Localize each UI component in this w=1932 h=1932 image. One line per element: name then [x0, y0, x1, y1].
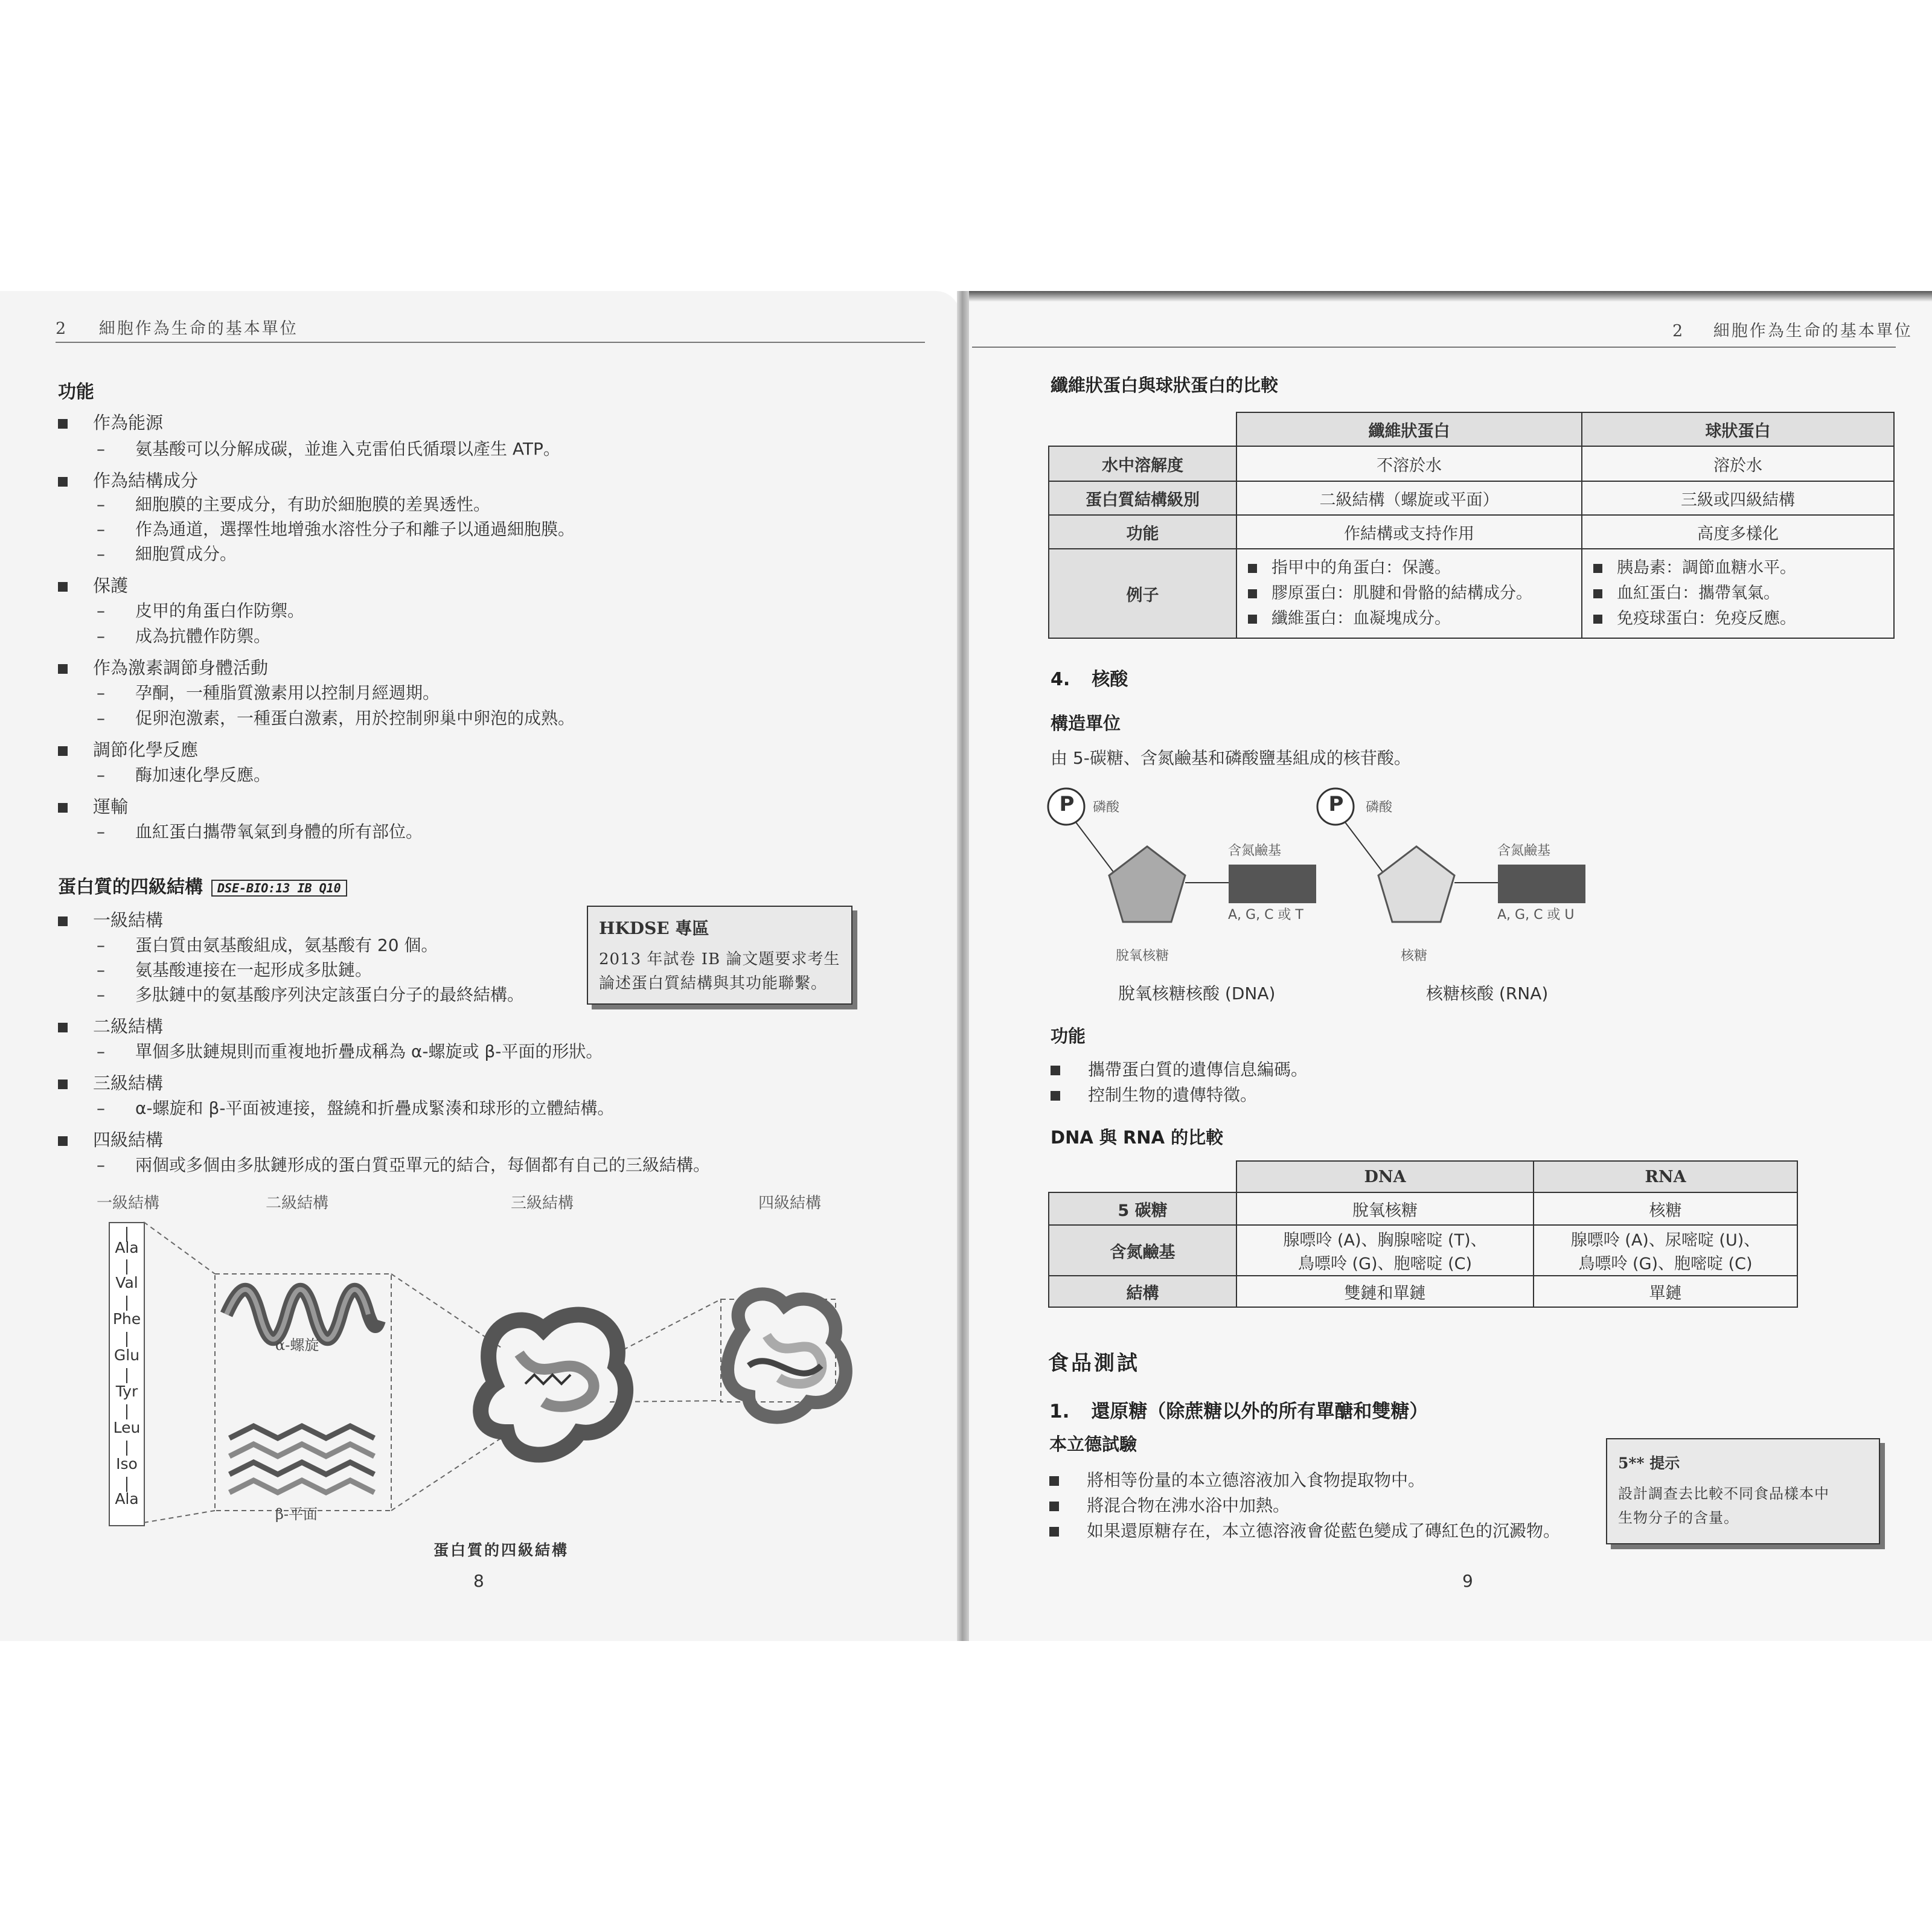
food-subtitle [1049, 1396, 1428, 1423]
function-detail: 孕酮，一種脂質激素用以控制月經週期。 [135, 683, 440, 703]
nucleic-func: 控制生物的遺傳特徵。 [1088, 1085, 1258, 1105]
function-detail: 促卵泡激素，一種蛋白激素，用於控制卵巢中卵泡的成熟。 [135, 708, 575, 728]
unit-title: 構造單位 [1051, 713, 1121, 734]
bullet-icon [58, 1136, 68, 1146]
table-header-row [1049, 1161, 1797, 1192]
table-cell: 腺嘌呤 (A)、胸腺嘧啶 (T)、 鳥嘌呤 (G)、胞嘧啶 (C) [1236, 1225, 1534, 1276]
right-header-num: 2 [1672, 322, 1685, 341]
function-detail: 作為通道，選擇性地增強水溶性分子和離子以通過細胞膜。 [135, 519, 575, 539]
beta-sheet-label: β-平面 [275, 1506, 318, 1523]
amino-acid: Phe [112, 1310, 141, 1328]
test-step: 如果還原糖存在，本立德溶液會從藍色變成了磚紅色的沉澱物。 [1087, 1521, 1561, 1541]
dna-phosphate-label: 磷酸 [1093, 800, 1120, 815]
base-icon [1229, 865, 1316, 903]
bullet-icon [58, 803, 68, 813]
hkdse-text-1: 2013 年試卷 IB 論文題要求考生 [599, 950, 840, 968]
test-step: 將相等份量的本立德溶液加入食物提取物中。 [1087, 1470, 1425, 1490]
food-sub-number: 1. [1049, 1401, 1070, 1422]
bullet-icon [1049, 1476, 1059, 1486]
table-cell: 溶於水 [1582, 446, 1894, 481]
list-subitem: – 兩個或多個由多肽鏈形成的蛋白質亞單元的結合，每個都有自己的三級結構。 [97, 1155, 711, 1175]
list-subitem: – 皮甲的角蛋白作防禦。 [97, 601, 305, 621]
quaternary-structure-icon [728, 1294, 846, 1417]
row-label: 例子 [1049, 549, 1236, 638]
functions-list [58, 409, 903, 844]
function-detail: 血紅蛋白攜帶氧氣到身體的所有部位。 [135, 822, 423, 842]
list-item [58, 1127, 903, 1152]
list-item [58, 409, 903, 436]
function-detail: 氨基酸可以分解成碳，並進入克雷伯氏循環以產生 ATP。 [135, 439, 560, 459]
bullet-icon [58, 664, 68, 674]
structure-title-text: 蛋白質的四級結構 [58, 877, 203, 898]
book-spine [957, 291, 969, 1641]
list-item: 膠原蛋白：肌腱和骨骼的結構成分。 [1243, 581, 1575, 606]
food-sub-title: 還原糖（除蔗糖以外的所有單醣和雙糖） [1091, 1401, 1428, 1422]
table-row [1049, 1225, 1797, 1276]
rna-sugar-label: 核糖 [1401, 948, 1428, 964]
table-header: 纖維狀蛋白 [1236, 412, 1582, 446]
rna-base-label: 含氮鹼基 [1497, 843, 1551, 859]
left-page-number: 8 [473, 1571, 484, 1591]
nucleic-func-title: 功能 [1051, 1026, 1086, 1046]
list-item [58, 793, 903, 819]
table-cell: 脫氧核糖 [1236, 1192, 1534, 1225]
table-row [1049, 1276, 1797, 1307]
rna-phosphate-label: 磷酸 [1366, 800, 1393, 815]
list-item: 血紅蛋白：攜帶氧氣。 [1588, 581, 1887, 606]
structure-detail: 蛋白質由氨基酸組成，氨基酸有 20 個。 [135, 935, 438, 955]
bullet-icon [58, 477, 68, 487]
function-detail: 成為抗體作防禦。 [135, 626, 271, 646]
section-title: 核酸 [1092, 669, 1128, 690]
table-cell: 不溶於水 [1236, 446, 1582, 481]
right-header-rule [972, 347, 1896, 348]
table-row [1049, 1192, 1797, 1225]
structure-detail: 多肽鏈中的氨基酸序列決定該蛋白分子的最終結構。 [135, 985, 525, 1005]
beta-sheet-icon [229, 1426, 374, 1492]
diagram-label-primary: 一級結構 [97, 1194, 160, 1212]
amino-acid: Tyr [115, 1383, 138, 1400]
benedict-title: 本立德試驗 [1049, 1434, 1137, 1454]
left-header-title: 細胞作為生命的基本單位 [98, 319, 298, 338]
structure-detail: α-螺旋和 β-平面被連接，盤繞和折疊成緊湊和球形的立體結構。 [135, 1098, 615, 1118]
deoxyribose-icon [1109, 846, 1185, 922]
ribose-icon [1378, 846, 1454, 922]
list-item: 胰島素：調節血糖水平。 [1588, 555, 1887, 581]
list-subitem: – 氨基酸連接在一起形成多肽鏈。 [97, 960, 373, 980]
table-cell: 作結構或支持作用 [1236, 515, 1582, 549]
function-label: 調節化學反應 [93, 740, 199, 760]
amino-acid: Leu [113, 1419, 141, 1436]
table-row [1049, 481, 1894, 515]
structure-detail: 氨基酸連接在一起形成多肽鏈。 [135, 960, 373, 980]
list-item [1049, 1467, 1425, 1491]
left-header [56, 315, 298, 339]
list-item [1051, 1082, 1257, 1106]
list-item [58, 467, 903, 491]
right-page-number: 9 [1462, 1571, 1473, 1591]
row-label: 含氮鹼基 [1049, 1225, 1236, 1276]
table-header: DNA [1236, 1161, 1534, 1192]
amino-acid: Val [115, 1274, 138, 1291]
nucleic-func: 攜帶蛋白質的遺傳信息編碼。 [1088, 1060, 1308, 1080]
list-subitem: – 氨基酸可以分解成碳，並進入克雷伯氏循環以產生 ATP。 [97, 439, 560, 459]
row-label: 蛋白質結構級別 [1049, 481, 1236, 515]
list-item: 指甲中的角蛋白：保護。 [1243, 555, 1575, 581]
table-cell [1236, 549, 1582, 638]
list-item [58, 1013, 903, 1038]
rna-bases: A, G, C 或 U [1497, 907, 1575, 923]
structure-label: 二級結構 [93, 1016, 164, 1037]
list-subitem: – 成為抗體作防禦。 [97, 626, 271, 646]
list-item [58, 572, 903, 598]
bullet-icon [58, 916, 68, 926]
function-label: 作為激素調節身體活動 [93, 657, 269, 678]
left-header-rule [56, 342, 925, 343]
book-spread [0, 291, 1932, 1641]
function-detail: 細胞質成分。 [135, 544, 237, 564]
table-cell [1582, 549, 1894, 638]
rna-p-label: P [1328, 792, 1344, 816]
table-row [1049, 549, 1894, 638]
bullet-icon [1051, 1066, 1060, 1075]
dna-base-label: 含氮鹼基 [1228, 843, 1282, 859]
row-label: 5 碳糖 [1049, 1192, 1236, 1225]
table-cell: 高度多樣化 [1582, 515, 1894, 549]
structure-detail: 單個多肽鏈規則而重複地折疊成稱為 α-螺旋或 β-平面的形狀。 [135, 1041, 603, 1061]
right-header-title: 細胞作為生命的基本單位 [1713, 322, 1913, 341]
list-item: 纖維蛋白：血凝塊成分。 [1243, 606, 1575, 632]
table-header-row [1049, 412, 1894, 446]
table-cell: 雙鏈和單鏈 [1236, 1276, 1534, 1307]
bullet-icon [58, 582, 68, 592]
test-step: 將混合物在沸水浴中加熱。 [1087, 1495, 1290, 1515]
page-shadow [966, 291, 1932, 302]
function-detail: 酶加速化學反應。 [135, 765, 271, 785]
dna-rna-comparison-table [1048, 1160, 1798, 1308]
food-test-title: 食品測試 [1048, 1351, 1140, 1375]
hint-callout [1606, 1438, 1880, 1544]
table-cell: 腺嘌呤 (A)、尿嘧啶 (U)、 鳥嘌呤 (G)、胞嘧啶 (C) [1534, 1225, 1797, 1276]
list-subitem: – 細胞膜的主要成分，有助於細胞膜的差異透性。 [97, 494, 491, 514]
list-subitem: – 多肽鏈中的氨基酸序列決定該蛋白分子的最終結構。 [97, 985, 525, 1005]
list-item [1049, 1492, 1290, 1517]
protein-structure-diagram [0, 1209, 906, 1547]
protein-table-title: 纖維狀蛋白與球狀蛋白的比較 [1051, 375, 1279, 395]
bullet-icon [1051, 1091, 1060, 1101]
table-cell: 二級結構（螺旋或平面） [1236, 481, 1582, 515]
table-header: 球狀蛋白 [1582, 412, 1894, 446]
structure-label: 一級結構 [93, 910, 164, 930]
tertiary-structure-icon [481, 1315, 625, 1455]
bullet-icon [58, 1023, 68, 1032]
diagram-label-tertiary: 三級結構 [511, 1194, 574, 1212]
left-header-num: 2 [56, 319, 68, 338]
list-subitem: – 細胞質成分。 [97, 544, 237, 564]
bullet-icon [58, 746, 68, 756]
rna-name: 核糖核酸 (RNA) [1426, 984, 1549, 1003]
unit-text: 由 5-碳糖、含氮鹼基和磷酸鹽基組成的核苷酸。 [1051, 748, 1411, 768]
list-subitem: – 蛋白質由氨基酸組成，氨基酸有 20 個。 [97, 935, 438, 955]
row-label: 水中溶解度 [1049, 446, 1236, 481]
list-subitem: – 孕酮，一種脂質激素用以控制月經週期。 [97, 683, 440, 703]
dna-sugar-label: 脫氧核糖 [1116, 948, 1169, 964]
function-detail: 細胞膜的主要成分，有助於細胞膜的差異透性。 [135, 494, 491, 514]
bullet-icon [1049, 1502, 1059, 1511]
list-item [1051, 1057, 1308, 1081]
functions-title: 功能 [58, 382, 94, 403]
list-subitem: – 促卵泡激素，一種蛋白激素，用於控制卵巢中卵泡的成熟。 [97, 708, 575, 728]
amino-acid: Iso [116, 1455, 138, 1473]
list-item: 免疫球蛋白：免疫反應。 [1588, 606, 1887, 632]
structure-label: 四級結構 [93, 1130, 164, 1150]
hkdse-text-2: 論述蛋白質結構與其功能聯繫。 [599, 974, 828, 993]
dna-bases: A, G, C 或 T [1228, 907, 1303, 923]
list-item [58, 654, 903, 680]
function-label: 作為結構成分 [93, 470, 199, 491]
list-subitem: – 單個多肽鏈規則而重複地折疊成稱為 α-螺旋或 β-平面的形狀。 [97, 1041, 603, 1061]
table-row [1049, 446, 1894, 481]
hkdse-callout [587, 906, 852, 1005]
list-subitem: – 血紅蛋白攜帶氧氣到身體的所有部位。 [97, 822, 423, 842]
right-header [1672, 318, 1913, 341]
hint-text-2: 生物分子的含量。 [1618, 1509, 1739, 1526]
structure-detail: 兩個或多個由多肽鏈形成的蛋白質亞單元的結合，每個都有自己的三級結構。 [135, 1155, 711, 1175]
function-label: 運輸 [93, 796, 129, 817]
bullet-icon [58, 1080, 68, 1089]
function-label: 作為能源 [93, 412, 164, 433]
amino-acid: Ala [115, 1239, 139, 1256]
function-detail: 皮甲的角蛋白作防禦。 [135, 601, 305, 621]
amino-acid-chain: | Ala | Val | Phe | Glu | Tyr | Leu | Iso | Ala [109, 1222, 145, 1526]
table-row [1049, 515, 1894, 549]
list-subitem: – 酶加速化學反應。 [97, 765, 271, 785]
dna-rna-table-title: DNA 與 RNA 的比較 [1051, 1127, 1224, 1148]
list-item [58, 737, 903, 762]
bullet-icon [1049, 1527, 1059, 1537]
alpha-helix-label: α-螺旋 [275, 1337, 319, 1354]
protein-comparison-table [1048, 412, 1895, 639]
section-number: 4. [1051, 669, 1070, 690]
structure-label: 三級結構 [93, 1073, 164, 1093]
bullet-icon [58, 419, 68, 429]
table-cell: 三級或四級結構 [1582, 481, 1894, 515]
diagram-label-secondary: 二級結構 [266, 1194, 329, 1212]
list-item [58, 1070, 903, 1095]
list-subitem: – 作為通道，選擇性地增強水溶性分子和離子以通過細胞膜。 [97, 519, 575, 539]
dna-name: 脫氧核糖核酸 (DNA) [1118, 984, 1276, 1003]
hkdse-title: HKDSE 專區 [599, 918, 709, 938]
function-label: 保護 [93, 575, 129, 596]
diagram-caption: 蛋白質的四級結構 [433, 1541, 569, 1559]
table-cell: 核糖 [1534, 1192, 1797, 1225]
row-label: 功能 [1049, 515, 1236, 549]
table-header: RNA [1534, 1161, 1797, 1192]
hint-title: 5** 提示 [1618, 1454, 1680, 1472]
alpha-helix-icon [226, 1290, 379, 1340]
nucleic-section-title [1051, 664, 1128, 691]
exam-tag: DSE-BIO:13 IB Q10 [211, 880, 347, 897]
base-icon [1498, 865, 1585, 903]
row-label: 結構 [1049, 1276, 1236, 1307]
dna-p-label: P [1059, 792, 1075, 816]
list-item [1049, 1518, 1560, 1542]
amino-acid: Glu [114, 1346, 140, 1364]
structure-title [58, 872, 347, 898]
diagram-label-quaternary: 四級結構 [758, 1194, 822, 1212]
hint-text-1: 設計調查去比較不同食品樣本中 [1618, 1485, 1829, 1502]
amino-acid: Ala [115, 1490, 139, 1508]
table-cell: 單鏈 [1534, 1276, 1797, 1307]
list-subitem: – α-螺旋和 β-平面被連接，盤繞和折疊成緊湊和球形的立體結構。 [97, 1098, 615, 1118]
